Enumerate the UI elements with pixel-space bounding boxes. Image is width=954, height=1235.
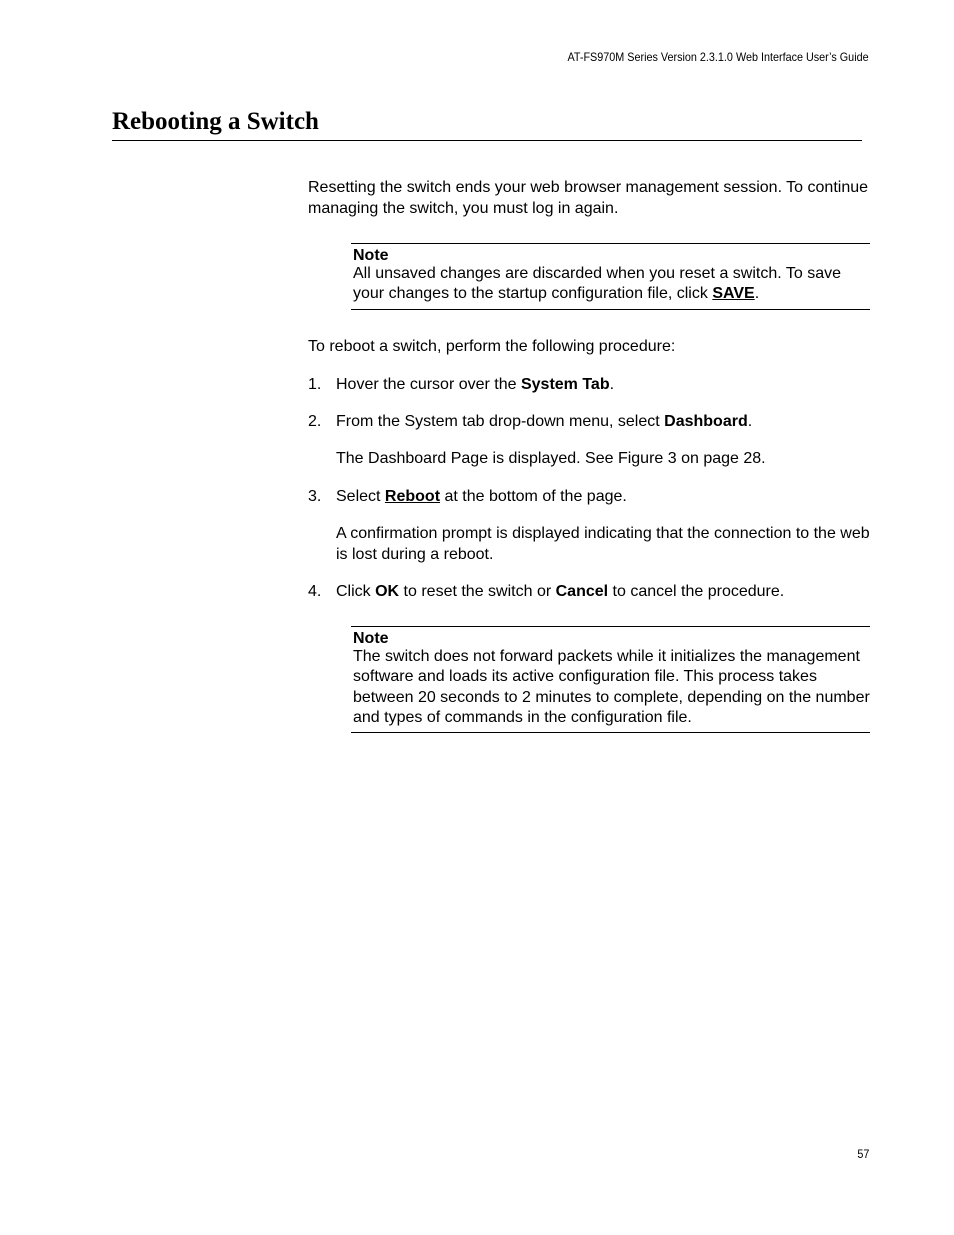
step-text [336, 375, 870, 396]
note-text [353, 264, 870, 305]
step-text-middle: to reset the switch or [399, 583, 556, 600]
system-tab-term: System Tab [520, 376, 610, 393]
note-title: Note [353, 247, 389, 264]
step-text-before: Click [336, 583, 376, 600]
step-number: 2. [308, 413, 322, 430]
step-text [336, 582, 870, 603]
ok-term: OK [375, 583, 400, 600]
step-number: 3. [308, 488, 322, 505]
note-box-unsaved-changes [351, 243, 870, 310]
section-title: Rebooting a Switch [112, 108, 319, 135]
step-number: 4. [308, 583, 322, 600]
step-2-result: The Dashboard Page is displayed. See Figure 3 on page 28. [336, 450, 766, 467]
save-link[interactable]: SAVE [712, 285, 755, 303]
note-text: The switch does not forward packets while it initializes the management software and loads its active configuration file. This process takes between 20 seconds to 2 minutes to complete, depending on the number and types of commands in the configuration file. [353, 648, 870, 726]
step-text-after: . [747, 413, 753, 430]
note-box-initialization [351, 626, 870, 733]
note-text-before: All unsaved changes are discarded when you reset a switch. To save your changes to the startup configuration file, click [353, 265, 841, 303]
step-text [336, 412, 870, 433]
step-3-result: A confirmation prompt is displayed indicating that the connection to the web is lost during a reboot. [336, 525, 870, 563]
step-text-before: From the System tab drop-down menu, select [336, 413, 665, 430]
dashboard-term: Dashboard [664, 413, 748, 430]
step-text-before: Hover the cursor over the [336, 376, 521, 393]
note-title: Note [353, 630, 389, 647]
note-text-after: . [754, 285, 760, 303]
title-rule [112, 140, 862, 141]
step-text-after: at the bottom of the page. [440, 488, 627, 505]
page-number: 57 [856, 1147, 869, 1161]
step-text-after: to cancel the procedure. [608, 583, 785, 600]
intro-paragraph: Resetting the switch ends your web browser management session. To continue managing the switch, you must log in again. [308, 179, 869, 217]
step-text-before: Select [336, 488, 385, 505]
procedure-intro: To reboot a switch, perform the following procedure: [308, 338, 676, 355]
reboot-link[interactable]: Reboot [384, 488, 441, 505]
step-text [336, 487, 870, 508]
running-header: AT-FS970M Series Version 2.3.1.0 Web Interface User’s Guide [567, 50, 869, 64]
step-text-after: . [609, 376, 615, 393]
step-number: 1. [308, 376, 322, 393]
cancel-term: Cancel [555, 583, 609, 600]
